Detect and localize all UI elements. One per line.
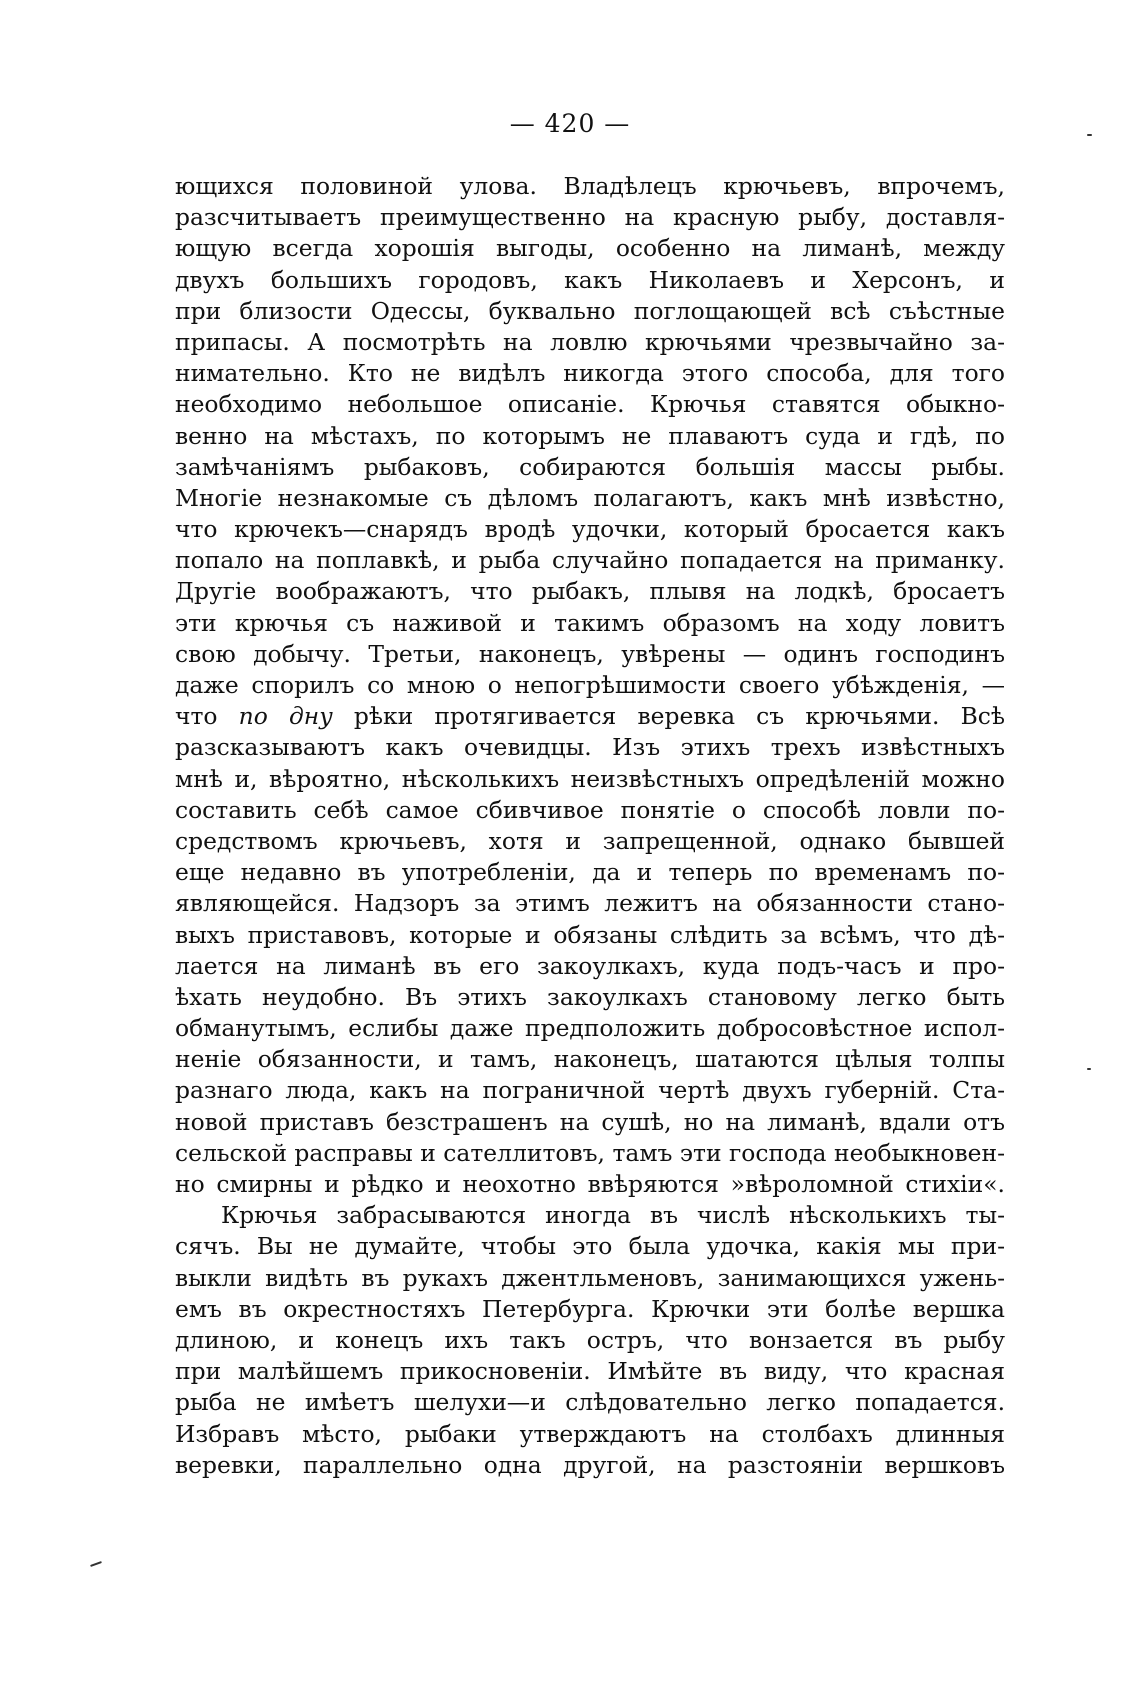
text-line: рыба не имѣетъ шелухи—и слѣдовательно легко попадается. [175,1388,1005,1417]
text-line: ющую всегда хорошія выгоды, особенно на лиманѣ, между [175,234,1005,263]
text-line: что крючекъ—снарядъ вродѣ удочки, который бросается какъ [175,515,1005,544]
text-line: попало на поплавкѣ, и рыба случайно попадается на приманку. [175,546,1005,575]
text-line: Крючья забрасываются иногда въ числѣ нѣсколькихъ ты- [221,1201,1005,1230]
text-line: Многіе незнакомые съ дѣломъ полагаютъ, какъ мнѣ извѣстно, [175,483,1005,512]
text-line: лается на лиманѣ въ его закоулкахъ, куда подъ-часъ и про- [175,951,1005,980]
text-line: еще недавно въ употребленіи, да и теперь по временамъ по- [175,858,1005,887]
text-line: выхъ приставовъ, которые и обязаны слѣдить за всѣмъ, что дѣ- [175,920,1005,949]
text-line: необходимо небольшое описаніе. Крючья ставятся обыкно- [175,390,1005,419]
text-segment: что [175,702,239,731]
scan-speck [90,1561,102,1567]
text-line: емъ въ окрестностяхъ Петербурга. Крючки эти болѣе вершка [175,1294,1005,1323]
text-line: венно на мѣстахъ, по которымъ не плаваютъ суда и гдѣ, по [175,421,1005,450]
text-line: припасы. А посмотрѣть на ловлю крючьями чрезвычайно за- [175,327,1005,356]
text-line: эти крючья съ наживой и такимъ образомъ на ходу ловитъ [175,608,1005,637]
text-line: разнаго люда, какъ на пограничной чертѣ двухъ губерній. Ста- [175,1076,1005,1105]
text-line: ющихся половиной улова. Владѣлецъ крючьевъ, впрочемъ, [175,172,1005,200]
text-line: новой приставъ безстрашенъ на сушѣ, но на лиманѣ, вдали отъ [175,1107,1005,1136]
text-line: даже спорилъ со мною о непогрѣшимости своего убѣжденія, — [175,671,1005,699]
text-line: свою добычу. Третьи, наконецъ, увѣрены — одинъ господинъ [175,639,1005,668]
scan-speck [1087,1068,1091,1070]
text-line: ѣхать неудобно. Въ этихъ закоулкахъ становому легко быть [175,982,1005,1011]
text-line: замѣчаніямъ рыбаковъ, собираются большія массы рыбы. [175,452,1005,481]
text-line: нимательно. Кто не видѣлъ никогда этого способа, для того [175,359,1005,388]
page-number: — 420 — [509,109,631,138]
scan-speck [1087,134,1092,136]
text-line: обманутымъ, еслибы даже предположить добросовѣстное испол- [175,1014,1005,1043]
text-line: при малѣйшемъ прикосновеніи. Имѣйте въ виду, что красная [175,1357,1005,1386]
text-line: неніе обязанности, и тамъ, наконецъ, шатаются цѣлыя толпы [175,1045,1005,1074]
text-line: выкли видѣть въ рукахъ джентльменовъ, занимающихся ужень- [175,1263,1005,1292]
text-line: веревки, параллельно одна другой, на разстояніи вершковъ [175,1450,1005,1479]
text-line: Другіе воображаютъ, что рыбакъ, плывя на лодкѣ, бросаетъ [175,577,1005,606]
text-line: мнѣ и, вѣроятно, нѣсколькихъ неизвѣстныхъ опредѣленій можно [175,764,1005,793]
text-line: сельской расправы и сателлитовъ, тамъ эти господа необыкновен- [175,1138,1005,1167]
text-line: составить себѣ самое сбивчивое понятіе о способѣ ловли по- [175,795,1005,824]
text-line: сячъ. Вы не думайте, чтобы это была удочка, какія мы при- [175,1232,1005,1261]
text-line: являющейся. Надзоръ за этимъ лежитъ на обязанности стано- [175,889,1005,918]
text-line: но смирны и рѣдко и неохотно ввѣряются »вѣроломной стихіи«. [175,1170,1005,1198]
text-line: двухъ большихъ городовъ, какъ Николаевъ и Херсонъ, и [175,265,1005,294]
text-line: разсказываютъ какъ очевидцы. Изъ этихъ трехъ извѣстныхъ [175,733,1005,762]
text-line: разсчитываетъ преимущественно на красную рыбу, доставля- [175,203,1005,232]
text-line: средствомъ крючьевъ, хотя и запрещенной, однако бывшей [175,826,1005,855]
text-segment: рѣки протягивается веревка съ крючьями. Всѣ [332,702,1005,731]
italic-emphasis: по дну [238,702,333,731]
text-line: при близости Одессы, буквально поглощающей всѣ съѣстные [175,296,1005,325]
text-line: длиною, и конецъ ихъ такъ остръ, что вонзается въ рыбу [175,1325,1005,1354]
text-line: Избравъ мѣсто, рыбаки утверждаютъ на столбахъ длинныя [175,1419,1005,1448]
body-text [175,171,1005,1481]
text-line [175,701,1005,732]
